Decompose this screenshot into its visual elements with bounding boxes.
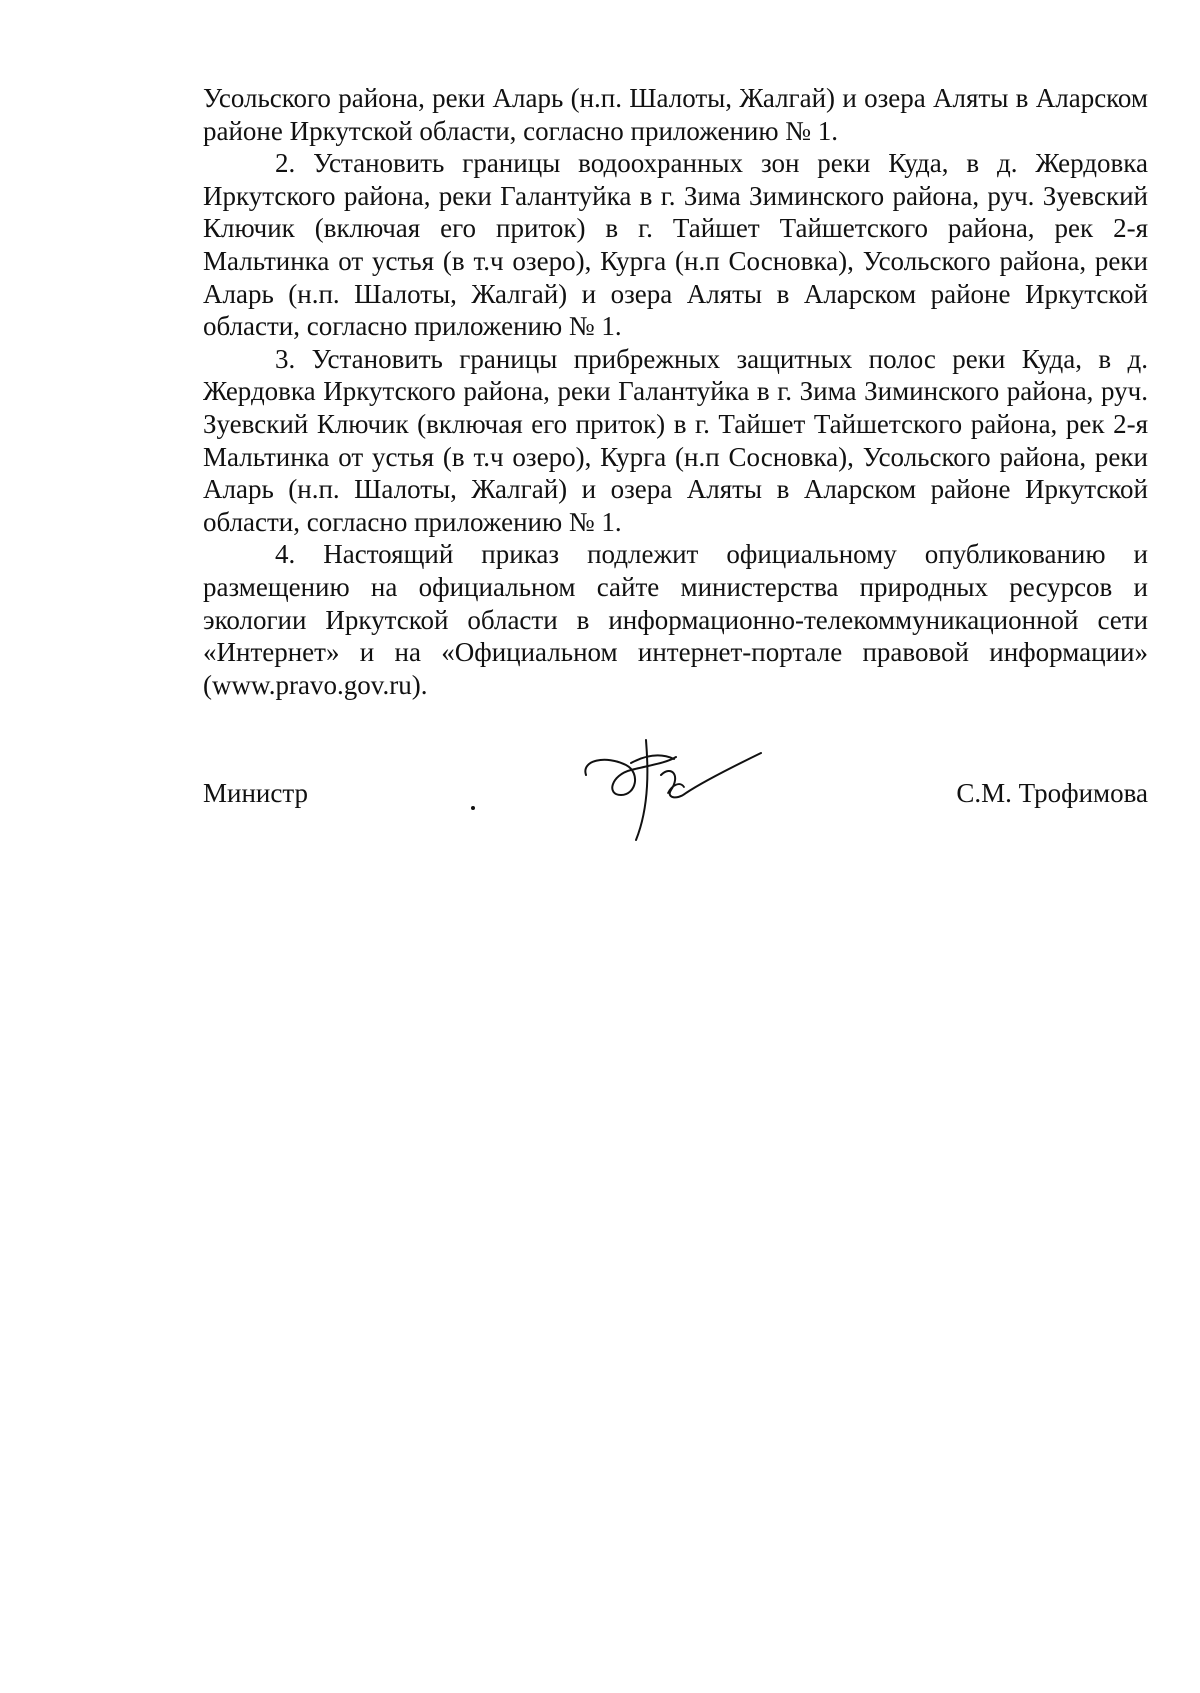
signer-position: Министр	[203, 778, 308, 808]
dot-mark	[471, 806, 475, 810]
signer-name: С.М. Трофимова	[956, 778, 1148, 808]
paragraph-2: 2. Установить границы водоохранных зон реки Куда, в д. Жердовка Иркутского района, реки Галантуйка в г. Зима Зиминского района, руч. Зуевский Ключик (включая его приток) в г. Тайшет Тайшетского района, рек 2-я Мальтинка от устья (в т.ч озеро), Курга (н.п Сосновка), Усольского района, реки Аларь (н.п. Шалоты, Жалгай) и озера Аляты в Аларском районе Иркутской области, согласно приложению № 1.	[203, 148, 1148, 342]
paragraph-1: Усольского района, реки Аларь (н.п. Шалоты, Жалгай) и озера Аляты в Аларском районе Иркутской области, согласно приложению № 1.	[203, 83, 1148, 146]
paragraph-4: 4. Настоящий приказ подлежит официальному опубликованию и размещению на официальном сайте министерства природных ресурсов и экологии Иркутской области в информационно-телекоммуникационной сети «Интернет» и на «Официальном интернет-портале правовой информации» (www.pravo.gov.ru).	[203, 539, 1148, 700]
document-body	[203, 82, 1148, 701]
handwritten-signature	[576, 735, 786, 845]
paragraph-3: 3. Установить границы прибрежных защитных полос реки Куда, в д. Жердовка Иркутского района, реки Галантуйка в г. Зима Зиминского района, руч. Зуевский Ключик (включая его приток) в г. Тайшет Тайшетского района, рек 2-я Мальтинка от устья (в т.ч озеро), Курга (н.п Сосновка), Усольского района, реки Аларь (н.п. Шалоты, Жалгай) и озера Аляты в Аларском районе Иркутской области, согласно приложению № 1.	[203, 343, 1148, 537]
signature-block	[203, 735, 1148, 855]
